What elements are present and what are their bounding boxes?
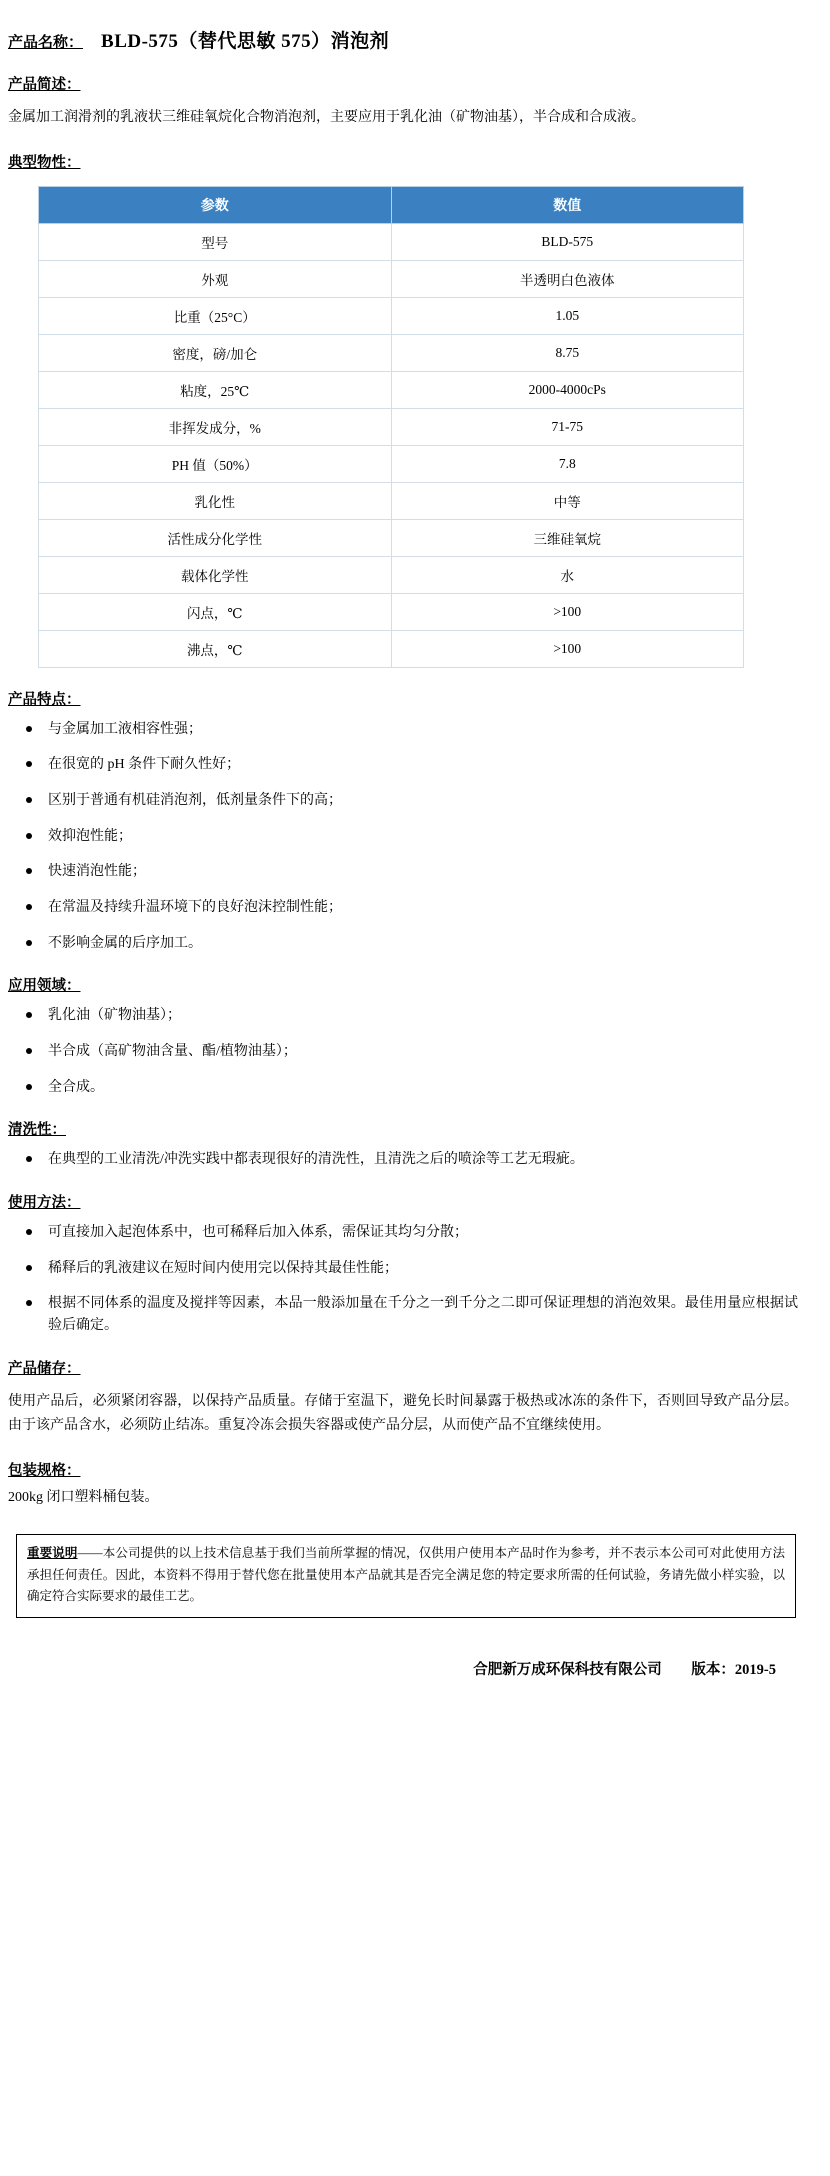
version-label: 版本：2019-5	[691, 1662, 776, 1679]
notice-heading: 重要说明	[27, 1546, 78, 1561]
cell-param: 比重（25°C）	[39, 297, 392, 334]
cleanliness-list	[8, 1149, 798, 1171]
list-item: 稀释后的乳液建议在短时间内使用完以保持其最佳性能；	[8, 1258, 798, 1280]
list-item: 在常温及持续升温环境下的良好泡沫控制性能；	[8, 897, 798, 919]
table-row	[39, 593, 744, 630]
section-label-properties: 典型物性：	[8, 154, 81, 171]
list-item: 快速消泡性能；	[8, 861, 798, 883]
cell-param: 型号	[39, 223, 392, 260]
packaging-text: 200kg 闭口塑料桶包装。	[8, 1489, 159, 1505]
list-item: 可直接加入起泡体系中，也可稀释后加入体系，需保证其均匀分散；	[8, 1222, 798, 1244]
footer	[8, 1658, 798, 1679]
list-item: 在典型的工业清洗/冲洗实践中都表现很好的清洗性，且清洗之后的喷涂等工艺无瑕疵。	[8, 1149, 798, 1171]
cell-value: 71-75	[391, 408, 744, 445]
table-row	[39, 482, 744, 519]
section-label-storage: 产品储存：	[8, 1360, 81, 1377]
section-label-applications: 应用领域：	[8, 978, 81, 995]
table-row	[39, 371, 744, 408]
table-row	[39, 260, 744, 297]
cell-value: BLD-575	[391, 223, 744, 260]
properties-table	[38, 186, 744, 668]
cell-value: 半透明白色液体	[391, 260, 744, 297]
table-row	[39, 408, 744, 445]
storage-text: 使用产品后，必须紧闭容器，以保持产品质量。存储于室温下，避免长时间暴露于极热或冰冻的条件下，否则回导致产品分层。由于该产品含水，必须防止结冻。重复冷冻会损失容器或使产品分层，从而使产品不宜继续使用。	[8, 1393, 798, 1434]
cell-value: >100	[391, 593, 744, 630]
cell-value: 2000-4000cPs	[391, 371, 744, 408]
column-header-param: 参数	[39, 186, 392, 223]
cell-value: 中等	[391, 482, 744, 519]
column-header-value: 数值	[391, 186, 744, 223]
brief-text: 金属加工润滑剂的乳液状三维硅氧烷化合物消泡剂，主要应用于乳化油（矿物油基），半合成和合成液。	[8, 110, 645, 125]
cell-param: 活性成分化学性	[39, 519, 392, 556]
table-row	[39, 223, 744, 260]
list-item: 与金属加工液相容性强；	[8, 719, 798, 741]
cell-value: 水	[391, 556, 744, 593]
table-row	[39, 556, 744, 593]
cell-param: 密度，磅/加仑	[39, 334, 392, 371]
cell-param: 非挥发成分，%	[39, 408, 392, 445]
title-row	[8, 26, 798, 53]
section-label-usage: 使用方法：	[8, 1195, 81, 1212]
section-label-features: 产品特点：	[8, 691, 81, 708]
product-name-label: 产品名称：	[8, 35, 84, 51]
list-item: 在很宽的 pH 条件下耐久性好；	[8, 754, 798, 776]
important-notice	[16, 1534, 796, 1618]
list-item: 效抑泡性能；	[8, 826, 798, 848]
section-label-cleanliness: 清洗性：	[8, 1122, 66, 1139]
section-label-packaging: 包装规格：	[8, 1462, 81, 1479]
table-row	[39, 630, 744, 667]
company-name: 合肥新万成环保科技有限公司	[473, 1662, 662, 1679]
cell-value: 8.75	[391, 334, 744, 371]
usage-list	[8, 1222, 798, 1337]
applications-list	[8, 1005, 798, 1098]
cell-value: >100	[391, 630, 744, 667]
cell-param: 沸点，℃	[39, 630, 392, 667]
features-list	[8, 719, 798, 955]
list-item: 乳化油（矿物油基）；	[8, 1005, 798, 1027]
list-item: 区别于普通有机硅消泡剂，低剂量条件下的高；	[8, 790, 798, 812]
cell-param: 粘度，25℃	[39, 371, 392, 408]
section-label-brief: 产品简述：	[8, 77, 81, 93]
table-row	[39, 297, 744, 334]
cell-value: 1.05	[391, 297, 744, 334]
cell-value: 7.8	[391, 445, 744, 482]
list-item: 根据不同体系的温度及搅拌等因素，本品一般添加量在千分之一到千分之二即可保证理想的消泡效果。最佳用量应根据试验后确定。	[8, 1293, 798, 1336]
notice-text: ——本公司提供的以上技术信息基于我们当前所掌握的情况，仅供用户使用本产品时作为参考，并不表示本公司可对此使用方法承担任何责任。因此，本资料不得用于替代您在批量使用本产品就其是否完全满足您的特定要求所需的任何试验，务请先做小样实验，以确定符合实际要求的最佳工艺。	[27, 1546, 785, 1603]
page-title: BLD-575（替代思敏 575）消泡剂	[101, 31, 390, 52]
cell-value: 三维硅氧烷	[391, 519, 744, 556]
table-row	[39, 445, 744, 482]
cell-param: 外观	[39, 260, 392, 297]
table-header-row	[39, 186, 744, 223]
table-row	[39, 519, 744, 556]
cell-param: PH 值（50%）	[39, 445, 392, 482]
cell-param: 载体化学性	[39, 556, 392, 593]
cell-param: 乳化性	[39, 482, 392, 519]
table-row	[39, 334, 744, 371]
list-item: 不影响金属的后序加工。	[8, 933, 798, 955]
list-item: 全合成。	[8, 1077, 798, 1099]
cell-param: 闪点，℃	[39, 593, 392, 630]
list-item: 半合成（高矿物油含量、酯/植物油基）；	[8, 1041, 798, 1063]
